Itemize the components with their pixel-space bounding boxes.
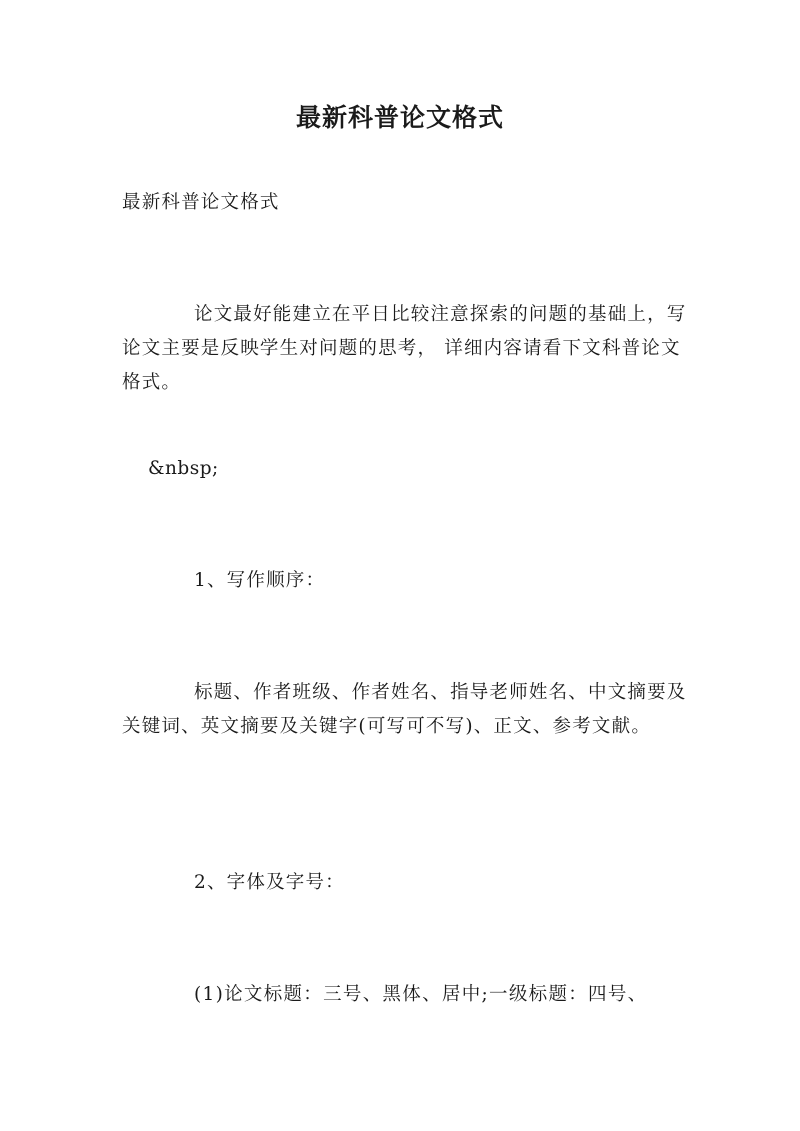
intro-paragraph: 论文最好能建立在平日比较注意探索的问题的基础上，写论文主要是反映学生对问题的思考， 详细内容请看下文科普论文格式。	[122, 304, 687, 393]
document-subtitle: 最新科普论文格式	[122, 192, 280, 213]
writing-order-paragraph: 标题、作者班级、作者姓名、指导老师姓名、中文摘要及关键词、英文摘要及关键字(可写可不写)、正文、参考文献。	[122, 682, 687, 737]
font-size-paragraph: (1)论文标题：三号、黑体、居中;一级标题：四号、	[194, 984, 648, 1005]
nbsp-paragraph: &nbsp;	[148, 458, 219, 479]
document-title: 最新科普论文格式	[295, 103, 504, 132]
section-heading-writing-order: 1、写作顺序：	[194, 570, 326, 591]
section-heading-font-size: 2、字体及字号：	[194, 872, 345, 893]
